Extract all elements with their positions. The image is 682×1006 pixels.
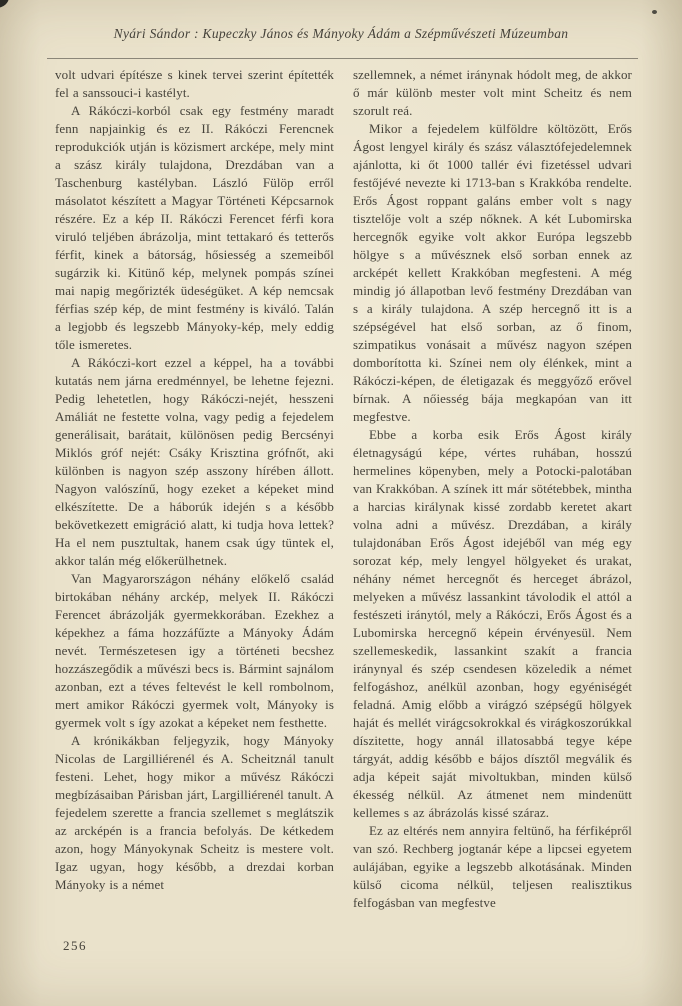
paragraph: A Rákóczi-korból csak egy festmény maradt fenn napjainkig és ez II. Rákóczi Ferencnek reprodukciók utján is közismert arcképe, mely mint a szász király tulajdona, Drezdában van a Taschenburg kastélyban. László Fülöp erről másolatot készített a Magyar Történeti Képcsarnok részére. Ez a kép II. Rákóczi Ferencet férfi kora viruló teljében ábrázolja, mint tettakaró és tetterős férfit, kinek a bátorság, hősiesség a szemeiből sugárzik ki. Kitünő kép, melynek pompás színei mai napig megőrizték üdeségüket. A kép nemcsak férfias szép kép, de mint festmény is kiváló. Talán a legjobb és legszebb Mányoky-kép, mely eddig tőle ismeretes. <box>55 103 334 352</box>
scan-artifact-corner <box>0 0 9 8</box>
paragraph: Mikor a fejedelem külföldre költözött, Erős Ágost lengyel király és szász választófejedelemnek ajánlotta, ki őt 1000 tallér évi fizetéssel udvari festőjévé nevezte ki 1713-ban s Krakkóba rendelte. Erős Ágost roppant galáns ember volt s nagy tisztelője volt a szép nőknek. A két Lubomirska hercegnők egyike volt akkor Európa legszebb hölgye s a művésznek első sorban ennek az arcképét kellett Krakkóban megfesteni. A még mindig jó állapotban levő festmény Drezdában van s a király tulajdona. A szép hercegnő itt is a szépségével hat első sorban, az ő finom, szimpatikus vonásait a művész nagyon szépen domborította ki. Színei nem oly élénkek, mint a Rákóczi-képen, de életigazak és meggyőző erővel bírnak. A nőiesség bája megkapóan van itt megfestve. <box>353 121 632 424</box>
header-rule <box>47 58 638 59</box>
right-column <box>353 66 632 912</box>
page-number: 256 <box>63 938 87 953</box>
paragraph: A krónikákban feljegyzik, hogy Mányoky Nicolas de Largilliérenél és A. Scheitznál tanult festeni. Lehet, hogy mikor a művész Rákóczi megbízásaiban Párisban járt, Largilliérenél tanult. A fejedelem szerette a francia szellemet s meglátszik az arcképén is a francia befolyás. De kétkedem azon, hogy Mányokynak Scheitz is mestere volt. Igaz ugyan, hogy később, a drezdai korban Mányoky is a német <box>55 733 334 892</box>
paragraph: Van Magyarországon néhány előkelő család birtokában néhány arckép, melyek II. Rákóczi Ferencet ábrázolják gyermekkorában. Ezekhez a képekhez a fáma hozzáfűzte a Mányoky Ádám nevét. Természetesen igy a történeti becshez hozzászegődik a művészi becs is. Bármint sajnálom azonban, ezt a téves feltevést le kell rombolnom, mert amikor Rákóczi gyermek volt, Mányoky is gyermek volt s így azokat a képeket nem festhette. <box>55 571 334 730</box>
scan-artifact-dot <box>652 10 657 14</box>
left-column <box>55 66 334 912</box>
paragraph: Ez az eltérés nem annyira feltünő, ha férfiképről van szó. Rechberg jogtanár képe a lipcsei egyetem aulájában, egyike a legszebb alkotásának. Minden külső cicoma nélkül, teljesen realisztikus felfogásban van megfestve <box>353 823 632 910</box>
paragraph: A Rákóczi-kort ezzel a képpel, ha a további kutatás nem járna eredménnyel, be lehetne fejezni. Pedig lehetetlen, hogy Rákóczi-nejét, hesszeni Amáliát ne festette volna, vagy pedig a fejedelem generálisait, barátait, különösen pedig Bercsényi Miklós gróf nejét: Csáky Krisztina grófnőt, aki különben is nagyon szép asszony hírében állott. Nagyon valószínű, hogy ezeket a képeket mind elkészítette. De a háborúk idején s a később bekövetkezett emigráció alatt, ki tudja hova lettek? Ha el nem pusztultak, hanem csak úgy tüntek el, akkor talán még előkerülhetnek. <box>55 355 334 568</box>
paragraph: volt udvari építésze s kinek tervei szerint építették fel a sanssouci-i kastélyt. <box>55 67 334 100</box>
paragraph: szellemnek, a német iránynak hódolt meg, de akkor ő már különb mester volt mint Scheitz és nem szorult reá. <box>353 67 632 118</box>
running-header: Nyári Sándor : Kupeczky János és Mányoky Ádám a Szépművészeti Múzeumban <box>113 26 569 41</box>
paragraph: Ebbe a korba esik Erős Ágost király életnagyságú képe, vértes ruhában, hosszú hermelines köpenyben, mely a Potocki-palotában van Krakkóban. A színek itt már sötétebbek, mintha a harcias királynak kissé zordabb keretet akart volna adni a művész. Drezdában, a király tulajdonában Erős Ágost idejéből van még egy sorozat kép, mely lengyel hölgyeket és urakat, néhány német hercegnőt és herceget ábrázol, melyeken a művész lassankint távolodik el attól a festészeti iránytól, mely a Rákóczi, Erős Ágost és a Lubomirska hercegnő képein érvényesül. Nem szellemeskedik, lassankint szakít a francia iránynyal és szép csendesen közeledik a német felfogáshoz, anélkül azonban, hogy egyéniségét feladná. Amig előbb a virágzó szépségű hölgyek haját és mellét virágcsokrokkal és virágkoszorúkkal díszitette, hogy annál illatosabbá tegye képe tárgyát, addig később e bájos dísztől megválik és adja képeit saját mivoltukban, minden külső ékesség nélkül. Az átmenet nem mindenütt kellemes s az ábrázolás kissé száraz. <box>353 427 632 820</box>
text-columns <box>55 66 632 912</box>
